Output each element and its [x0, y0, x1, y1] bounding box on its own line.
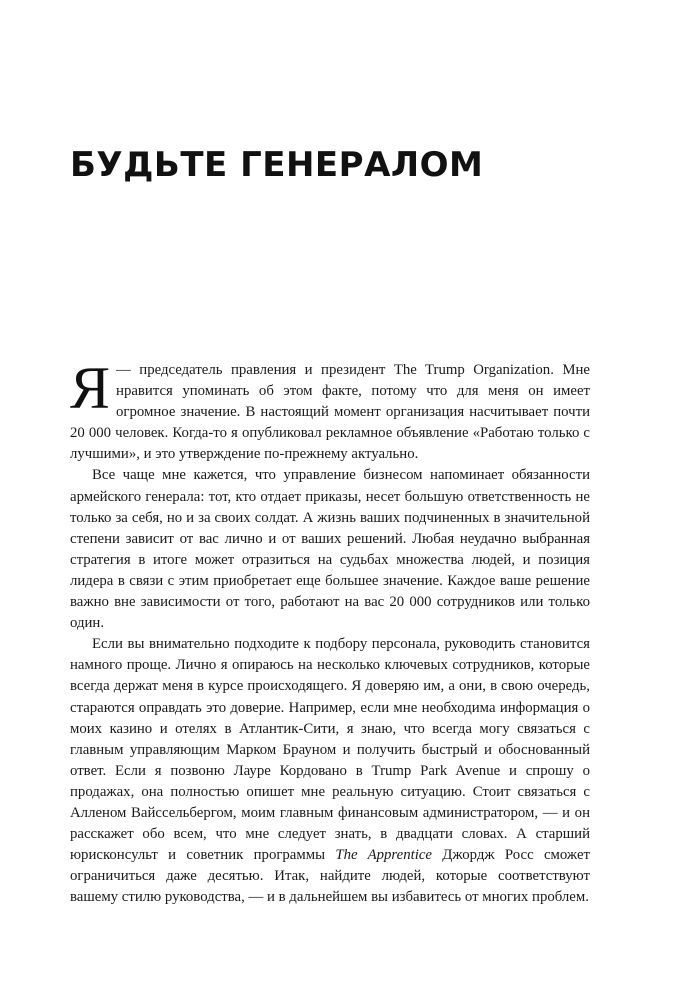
chapter-title: БУДЬТЕ ГЕНЕРАЛОМ [70, 145, 484, 185]
paragraph-2: Все чаще мне кажется, что управление бизнесом напоминает обязанности армейского генерала: тот, кто отдает приказы, несет большую ответственность не только за себя, но и за своих солдат. А жизнь ваших подчиненных в значительной степени зависит от вас лично и от ваших решений. Любая неудачно выбранная стратегия в итоге может отразиться на судьбах множества людей, и позиция лидера в связи с этим приобретает еще большее значение. Каждое ваше решение важно вне зависимости от того, работают на вас 20 000 сотрудников или только один. [70, 467, 590, 632]
drop-cap: Я [70, 355, 111, 421]
show-title-italic: The Apprentice [335, 847, 432, 864]
paragraph-3-text-b: Джордж Росс сможет ограничиться даже десятью. Итак, найдите людей, которые соответствуют вашему стилю руководства, — и в дальнейшем вы избавитесь от многих проблем. [70, 847, 590, 906]
body-text [70, 355, 590, 908]
paragraph-1-text: — председатель правления и президент The Trump Organization. Мне нравится упоминать об этом факте, потому что для меня он имеет огромное значение. В настоящий момент организация насчитывает почти 20 000 человек. Когда-то я опубликовал рекламное объявление «Работаю только с лучшими», и это утверждение по-прежнему актуально. [70, 362, 590, 463]
paragraph-1 [70, 355, 590, 465]
paragraph-3 [70, 634, 590, 908]
paragraph-3-text-a: Если вы внимательно подходите к подбору персонала, руководить становится намного проще. Лично я опираюсь на несколько ключевых сотрудников, которые всегда держат меня в курсе происходящего. Я доверяю им, а они, в свою очередь, стараются оправдать это доверие. Например, если мне необходима информация о моих казино и отелях в Атлантик-Сити, я знаю, что всегда могу связаться с главным управляющим Марком Брауном и получить быстрый и обоснованный ответ. Если я позвоню Лауре Кордовано в Trump Park Avenue и спрошу о продажах, она полностью опишет мне реальную ситуацию. Стоит связаться с Алленом Вайссельбергом, моим главным финансовым администратором, — и он расскажет обо всем, что мне следует знать, в двадцати словах. А старший юрисконсульт и советник программы [70, 636, 590, 864]
